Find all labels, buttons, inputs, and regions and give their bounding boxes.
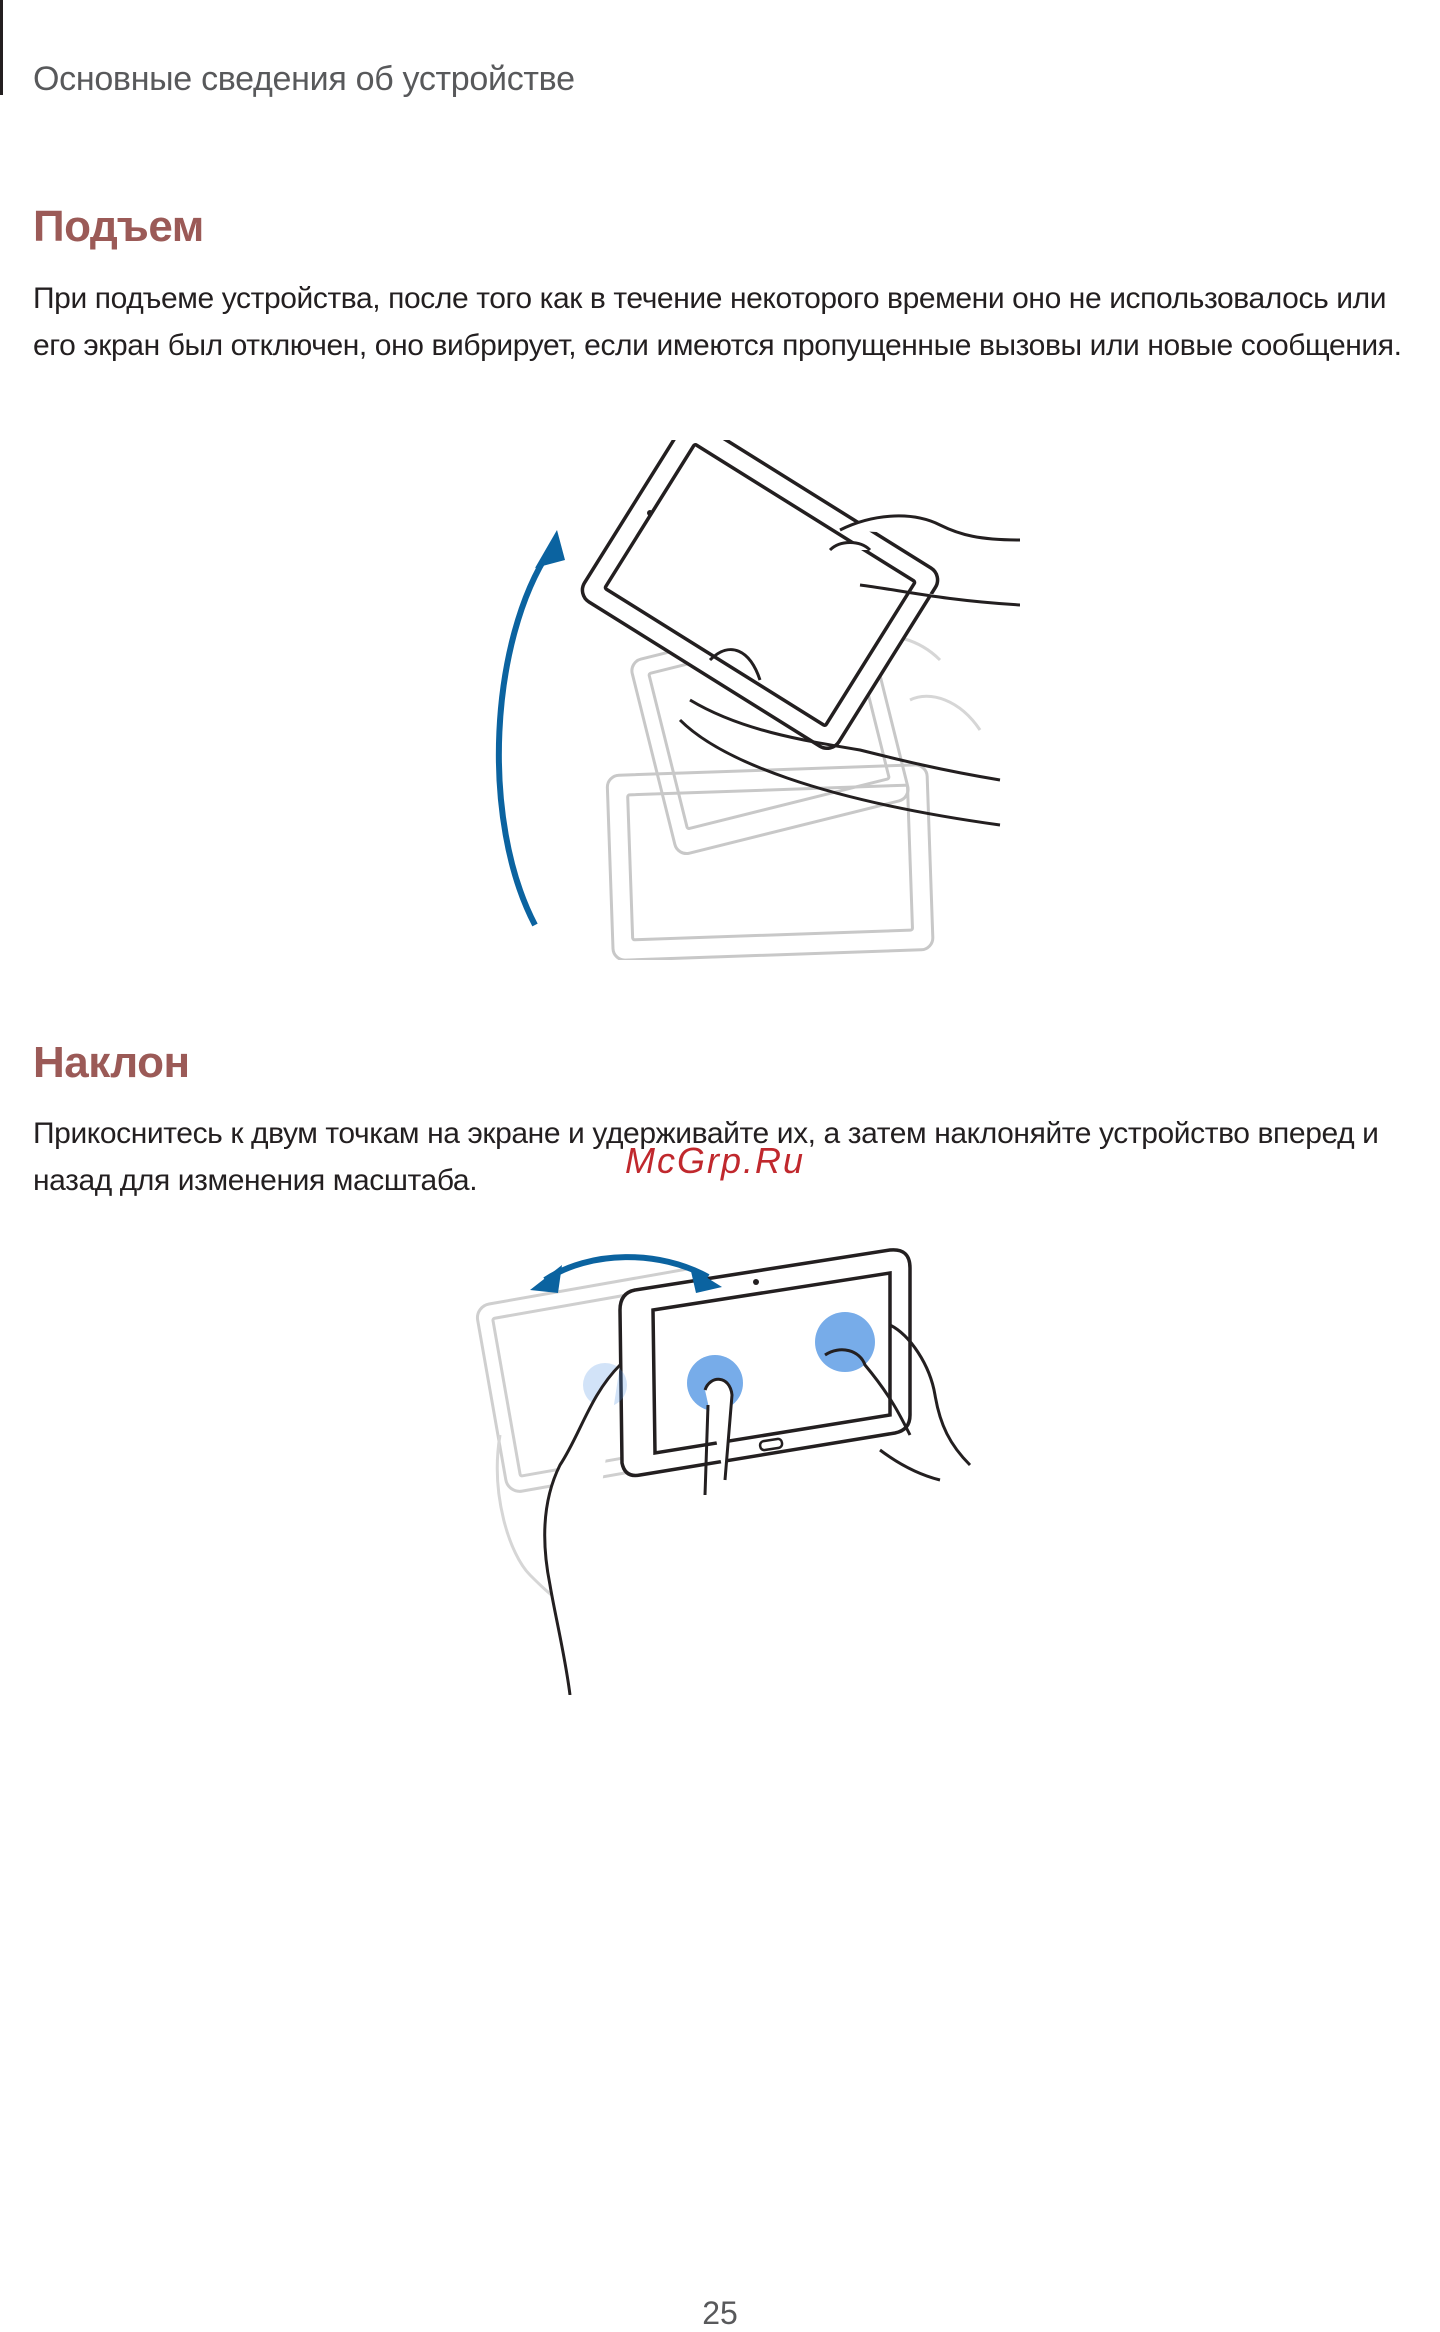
lift-arrow xyxy=(499,550,550,925)
camera-dot xyxy=(647,510,653,516)
touch-point-right xyxy=(815,1312,875,1372)
lift-arrow-head xyxy=(535,530,565,568)
section-title-tilt: Наклон xyxy=(33,1038,190,1087)
tilt-gesture-illustration xyxy=(470,1235,1020,1695)
section-body-tilt: Прикоснитесь к двум точкам на экране и удерживайте их, а затем наклоняйте устройство вперед и назад для изменения масштаба. xyxy=(33,1117,1379,1197)
camera-dot xyxy=(753,1279,759,1285)
tilt-arrow-head-left xyxy=(530,1265,562,1293)
tilt-arrow xyxy=(545,1257,708,1280)
page-number: 25 xyxy=(702,2295,738,2331)
section-body-lift: При подъеме устройства, после того как в течение некоторого времени оно не использовалось или его экран был отключен, оно вибрирует, если имеются пропущенные вызовы или новые сообщения. xyxy=(33,282,1402,362)
ghost-tablet-low xyxy=(607,764,933,960)
lift-gesture-illustration xyxy=(440,440,1020,960)
watermark: McGrp.Ru xyxy=(625,1140,806,1181)
section-title-lift: Подъем xyxy=(33,202,204,251)
running-header: Основные сведения об устройстве xyxy=(33,60,575,98)
margin-rule xyxy=(0,0,3,95)
